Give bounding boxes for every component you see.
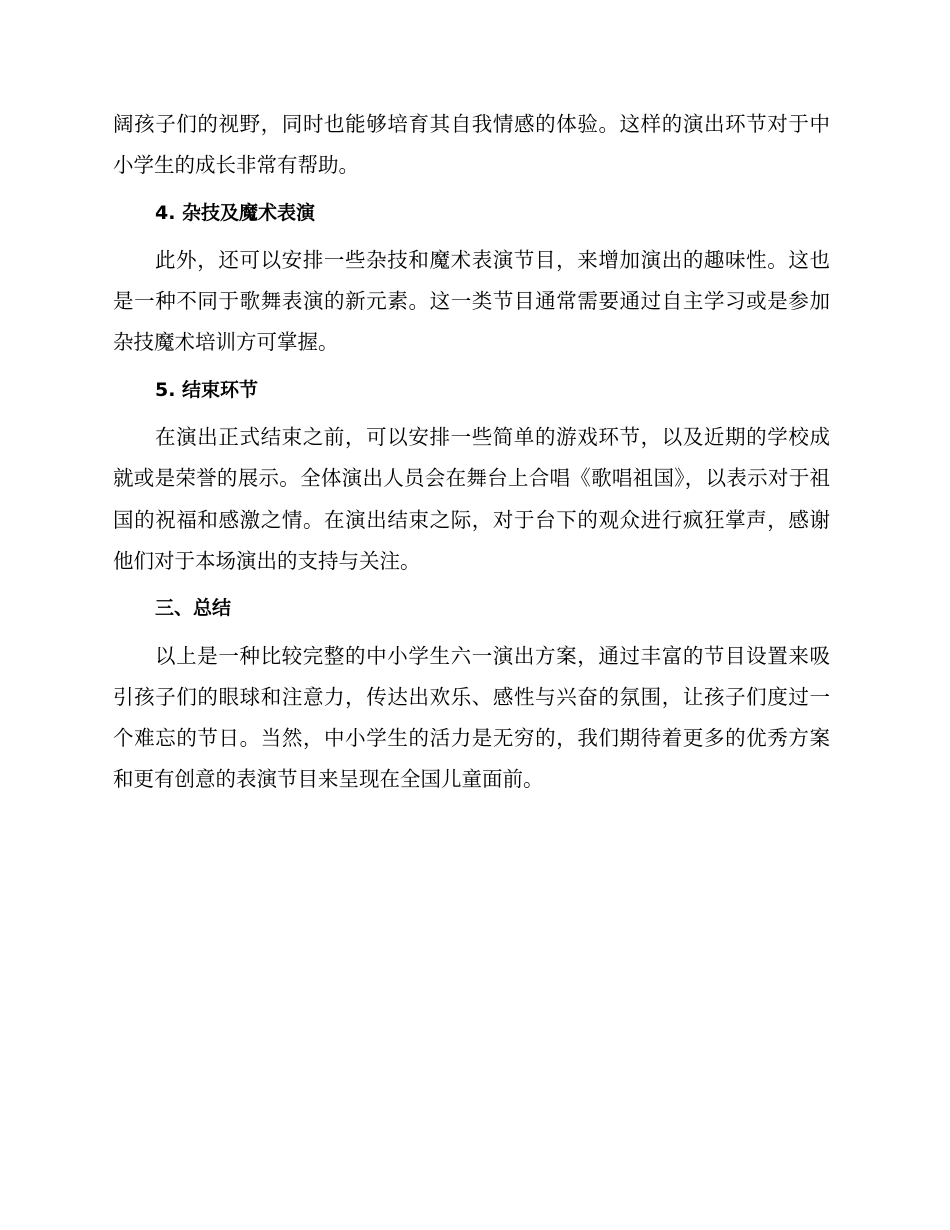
- paragraph-summary: 以上是一种比较完整的中小学生六一演出方案，通过丰富的节目设置来吸引孩子们的眼球和注意力，传达出欢乐、感性与兴奋的氛围，让孩子们度过一个难忘的节日。当然，中小学生的活力是无穷的，我们期待着更多的优秀方案和更有创意的表演节目来呈现在全国儿童面前。: [113, 643, 830, 792]
- section-heading-closing: 5. 结束环节: [155, 378, 259, 401]
- document-page: [113, 104, 830, 801]
- paragraph-closing: 在演出正式结束之前，可以安排一些简单的游戏环节，以及近期的学校成就或是荣誉的展示。全体演出人员会在舞台上合唱《歌唱祖国》，以表示对于祖国的祝福和感激之情。在演出结束之际，对于台下的观众进行疯狂掌声，感谢他们对于本场演出的支持与关注。: [113, 425, 830, 573]
- section-heading-summary: 三、总结: [155, 597, 232, 620]
- section-heading-acrobatics-magic: 4. 杂技及魔术表演: [155, 201, 316, 224]
- paragraph-acrobatics-magic: 此外，还可以安排一些杂技和魔术表演节目，来增加演出的趣味性。这也是一种不同于歌舞表演的新元素。这一类节目通常需要通过自主学习或是参加杂技魔术培训方可掌握。: [113, 247, 830, 355]
- paragraph-continued: 阔孩子们的视野，同时也能够培育其自我情感的体验。这样的演出环节对于中小学生的成长非常有帮助。: [113, 112, 830, 178]
